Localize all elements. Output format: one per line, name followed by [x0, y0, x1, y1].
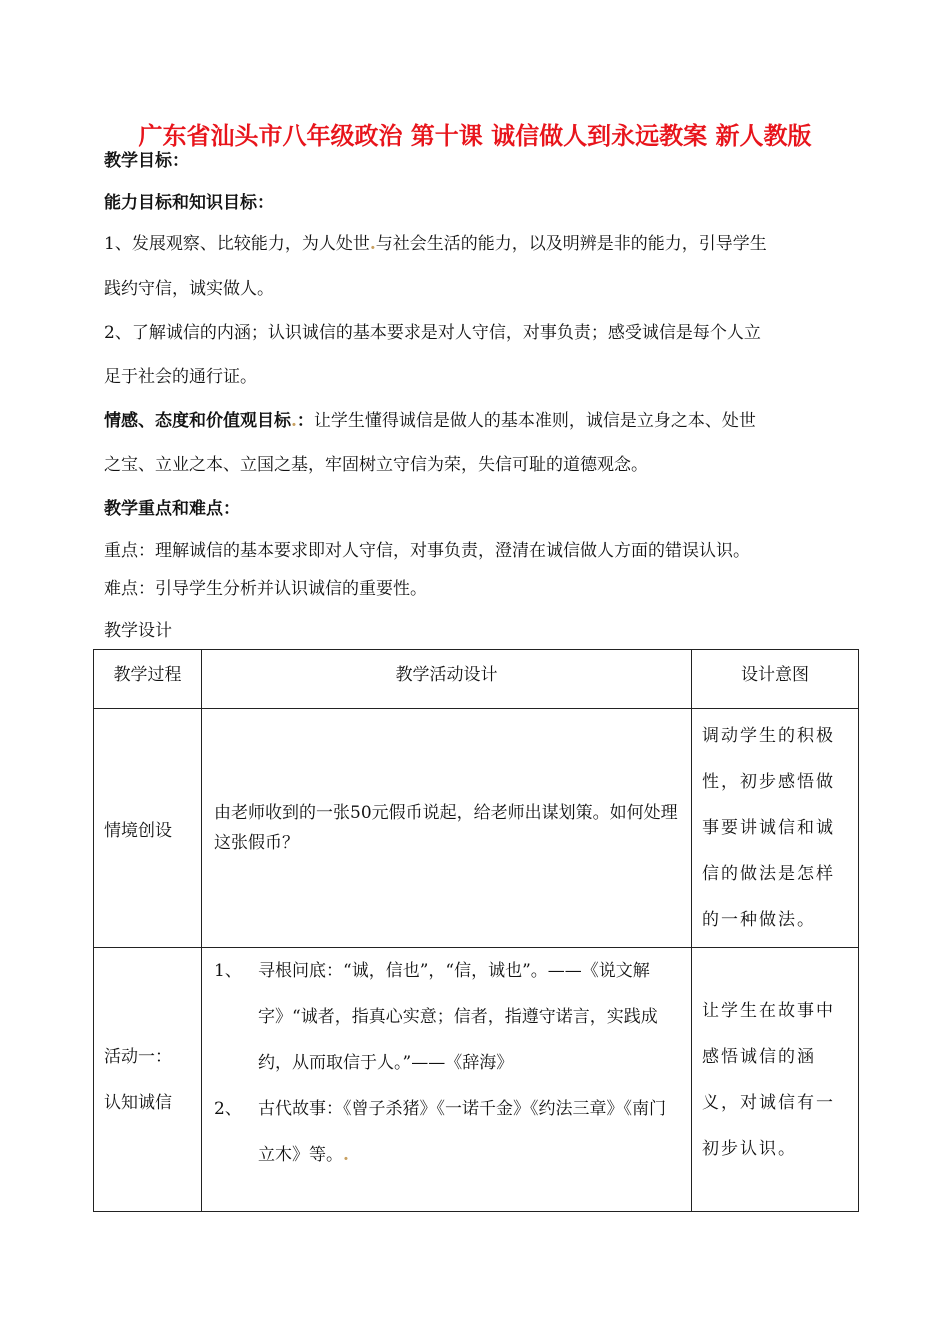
purpose-text: 让学生在故事中感悟诚信的涵义，对诚信有一初步认识。 [702, 1000, 835, 1159]
document-title: 广东省汕头市八年级政治 第十课 诚信做人到永远教案 新人教版 [138, 122, 812, 150]
heading-key-points: 教学重点和难点： [104, 499, 240, 519]
table-row [94, 948, 859, 1212]
goal-1-line-1 [104, 233, 864, 255]
activity-cell [202, 709, 692, 948]
list-text: 寻根问底：“诚，信也”，“信，诚也”。——《说文解字》“诚者，指真心实意；信者，指遵守诺言，实践成约，从而取信于人。”——《辞海》 [258, 961, 658, 1073]
goal-2-line-1: 2、了解诚信的内涵；认识诚信的基本要求是对人守信，对事负责；感受诚信是每个人立 [104, 323, 761, 343]
activity-text: 由老师收到的一张50元假币说起，给老师出谋划策。如何处理这张假币？ [214, 803, 678, 853]
list-item [214, 1086, 681, 1178]
goal-1-text-b: 与社会生活的能力，以及明辨是非的能力，引导学生 [375, 234, 767, 254]
list-item [214, 948, 681, 1086]
stray-dot-mark: . [343, 1145, 349, 1165]
process-text: 情境创设 [104, 820, 172, 841]
goal-1-line-2: 践约守信，诚实做人。 [104, 279, 274, 299]
emotion-goal-heading: 情感、态度和价值观目标 [104, 411, 291, 431]
purpose-cell [692, 948, 859, 1212]
teaching-design-table [93, 649, 859, 1212]
list-number: 2、 [214, 1099, 242, 1119]
list-text [258, 1086, 681, 1178]
emotion-goal-colon: ： [296, 411, 314, 431]
table-row [94, 709, 859, 948]
process-line: 认知诚信 [104, 1092, 172, 1113]
process-cell [94, 948, 202, 1212]
emotion-goal-line-1 [104, 410, 864, 432]
table-header: 设计意图 [692, 650, 859, 709]
list-text-body: 古代故事：《曾子杀猪》《一诺千金》《约法三章》《南门立木》等。 [258, 1099, 666, 1165]
heading-teaching-goals: 教学目标： [104, 151, 189, 171]
stray-dot-mark: . [291, 411, 297, 431]
purpose-text: 调动学生的积极性，初步感悟做事要讲诚信和诚信的做法是怎样的一种做法。 [702, 726, 835, 930]
design-label: 教学设计 [104, 621, 172, 641]
process-cell [94, 709, 202, 948]
activity-cell [202, 948, 692, 1212]
emotion-goal-line-2: 之宝、立业之本、立国之基，牢固树立守信为荣，失信可耻的道德观念。 [104, 455, 648, 475]
process-line: 活动一： [104, 1046, 172, 1067]
table-header-row [94, 650, 859, 709]
goal-1-text-a: 1、发展观察、比较能力，为人处世 [104, 234, 370, 254]
purpose-cell [692, 709, 859, 948]
emotion-goal-text: 让学生懂得诚信是做人的基本准则，诚信是立身之本、处世 [313, 411, 756, 431]
stray-dot-mark: . [369, 234, 376, 254]
heading-ability-goals: 能力目标和知识目标： [104, 193, 274, 213]
table-header: 教学过程 [94, 650, 202, 709]
table-header: 教学活动设计 [202, 650, 692, 709]
difficulty: 难点：引导学生分析并认识诚信的重要性。 [104, 579, 427, 599]
key-point: 重点：理解诚信的基本要求即对人守信，对事负责，澄清在诚信做人方面的错误认识。 [104, 541, 750, 561]
list-number: 1、 [214, 961, 242, 981]
goal-2-line-2: 足于社会的通行证。 [104, 367, 257, 387]
